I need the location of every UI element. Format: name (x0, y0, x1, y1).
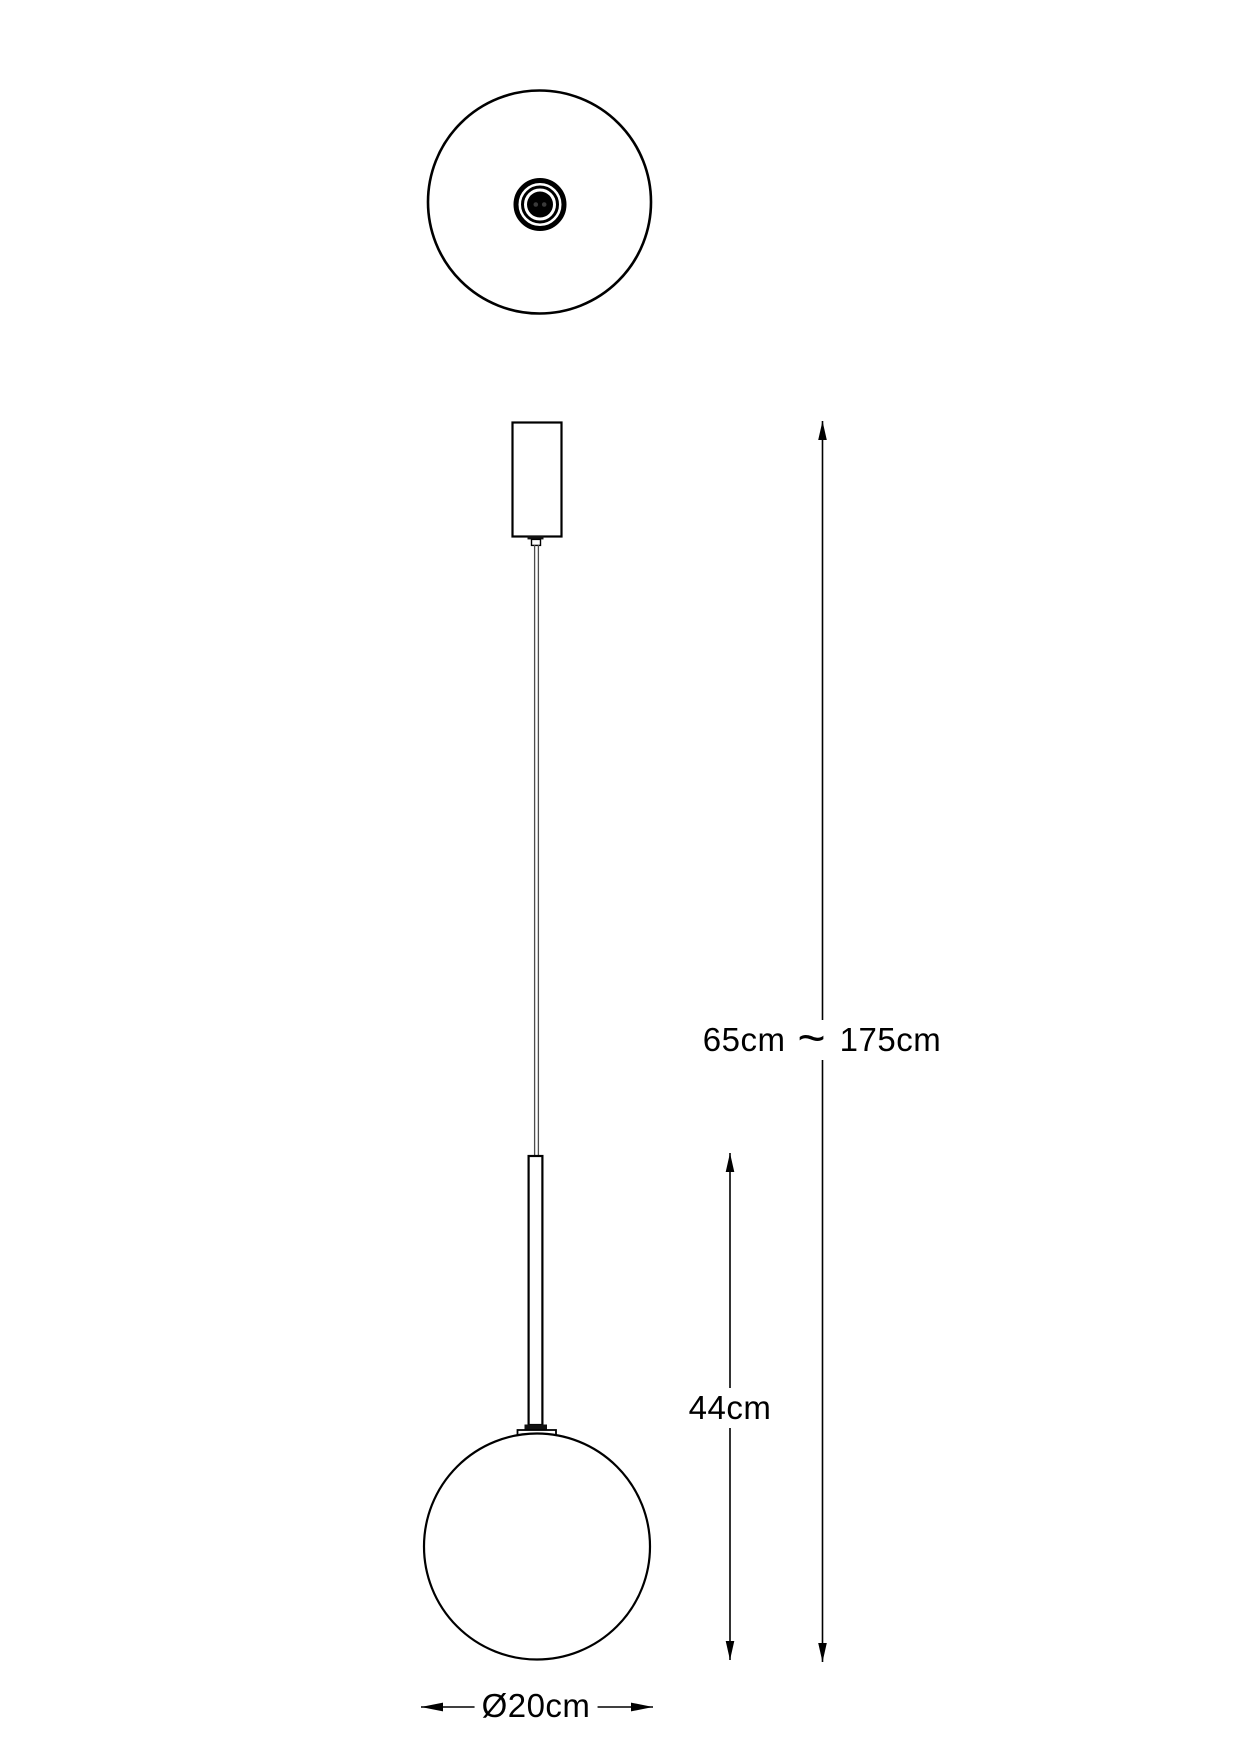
stem-rod (529, 1156, 543, 1425)
overall-height-min: 65cm (702, 1021, 786, 1058)
arrow-right-icon (631, 1703, 653, 1712)
socket-terminal-dot-left (534, 202, 539, 207)
socket-terminal-dot-right (542, 202, 547, 207)
suspension-cable (535, 545, 539, 1156)
overall-height-label: 65cm ~ 175cm (696, 1020, 948, 1060)
diameter-label: Ø20cm (475, 1686, 598, 1726)
glass-globe (424, 1434, 650, 1660)
arrow-down-icon (818, 1643, 827, 1662)
socket-core (527, 192, 553, 218)
cord-grip-nipple (532, 539, 541, 545)
overall-height-max: 175cm (839, 1021, 942, 1058)
drop-height-label: 44cm (682, 1388, 779, 1428)
canopy-top-view (428, 91, 651, 314)
ceiling-mount (513, 423, 562, 537)
arrow-up-icon (726, 1153, 735, 1172)
arrow-up-icon (818, 421, 827, 440)
arrow-down-icon (726, 1641, 735, 1660)
pendant-side-view (424, 423, 650, 1660)
arrow-left-icon (421, 1703, 443, 1712)
